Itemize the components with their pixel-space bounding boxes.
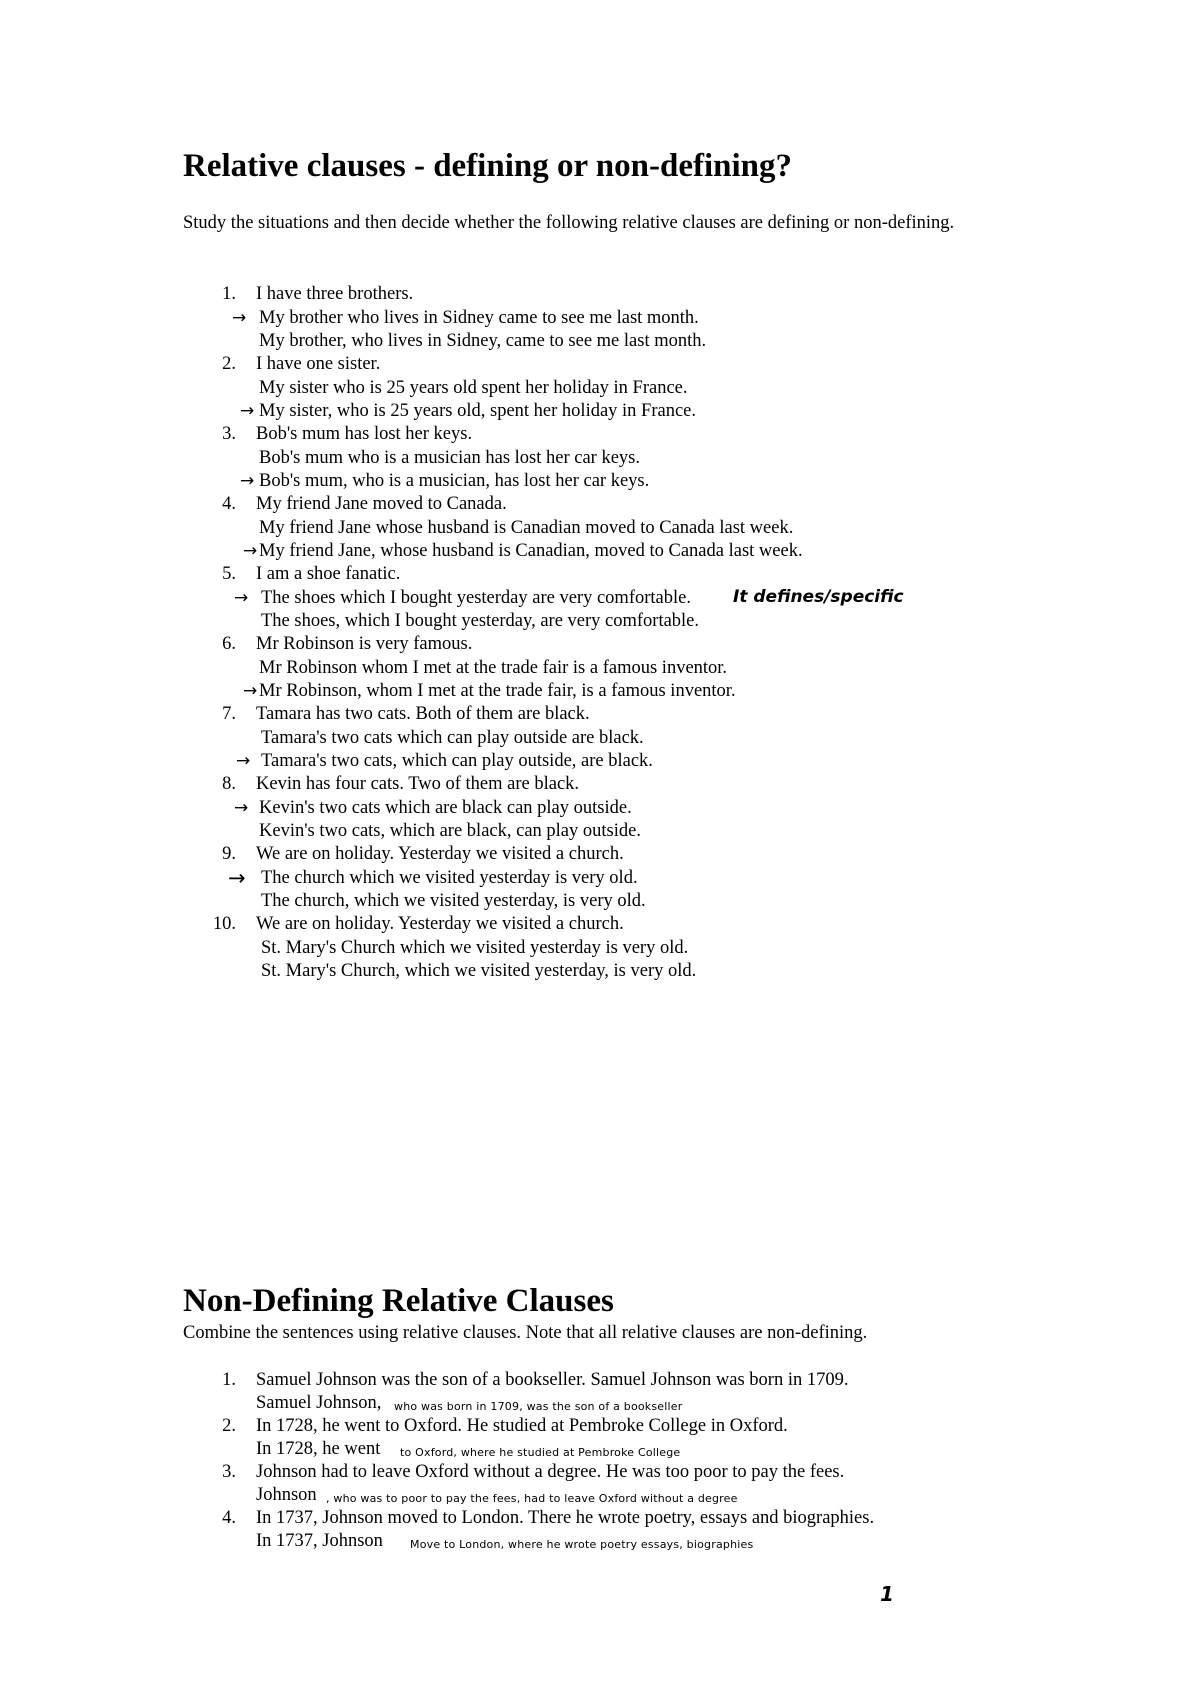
- handwritten-note: It defines/specific: [733, 587, 904, 607]
- section2-title: Non-Defining Relative Clauses: [183, 1283, 614, 1319]
- item-situation: Mr Robinson is very famous.: [256, 634, 473, 654]
- page-number: 1: [880, 1582, 894, 1606]
- item-situation: I am a shoe fanatic.: [256, 564, 401, 584]
- item-number: 4.: [222, 1508, 236, 1528]
- sentence-start: In 1728, he went: [256, 1439, 381, 1459]
- option-a: The shoes which I bought yesterday are very comfortable.: [261, 588, 691, 608]
- arrow-mark-icon: →: [236, 751, 251, 771]
- item-situation: Bob's mum has lost her keys.: [256, 424, 473, 444]
- item-prompt: Johnson had to leave Oxford without a degree. He was too poor to pay the fees.: [256, 1462, 845, 1482]
- handwritten-answer: who was born in 1709, was the son of a bookseller: [394, 1400, 683, 1413]
- item-number: 5.: [222, 564, 236, 584]
- arrow-mark-icon: →: [232, 308, 247, 328]
- handwritten-answer: to Oxford, where he studied at Pembroke College: [400, 1446, 681, 1459]
- item-situation: My friend Jane moved to Canada.: [256, 494, 507, 514]
- option-a: My sister who is 25 years old spent her holiday in France.: [259, 378, 688, 398]
- option-b: Tamara's two cats, which can play outside, are black.: [261, 751, 653, 771]
- sentence-start: Johnson: [256, 1485, 317, 1505]
- option-b: My sister, who is 25 years old, spent her holiday in France.: [259, 401, 697, 421]
- item-number: 6.: [222, 634, 236, 654]
- section1-title: Relative clauses - defining or non-defining?: [183, 148, 793, 184]
- option-b: The church, which we visited yesterday, is very old.: [261, 891, 646, 911]
- option-b: The shoes, which I bought yesterday, are very comfortable.: [261, 611, 700, 631]
- item-number: 3.: [222, 424, 236, 444]
- arrow-mark-icon: →: [234, 798, 249, 818]
- option-a: Tamara's two cats which can play outside are black.: [261, 728, 644, 748]
- option-a: The church which we visited yesterday is very old.: [261, 868, 638, 888]
- section1-instructions: Study the situations and then decide whether the following relative clauses are defining or non-defining.: [183, 213, 955, 233]
- option-b: My brother, who lives in Sidney, came to see me last month.: [259, 331, 707, 351]
- option-a: Bob's mum who is a musician has lost her car keys.: [259, 448, 640, 468]
- handwritten-answer: Move to London, where he wrote poetry essays, biographies: [410, 1538, 754, 1551]
- item-number: 7.: [222, 704, 236, 724]
- arrow-mark-icon: →: [243, 541, 258, 561]
- item-prompt: In 1737, Johnson moved to London. There he wrote poetry, essays and biographies.: [256, 1508, 875, 1528]
- arrow-mark-icon: →: [234, 588, 249, 608]
- option-b: St. Mary's Church, which we visited yesterday, is very old.: [261, 961, 697, 981]
- arrow-mark-icon: →: [240, 471, 255, 491]
- item-number: 8.: [222, 774, 236, 794]
- item-situation: I have one sister.: [256, 354, 381, 374]
- option-b: Mr Robinson, whom I met at the trade fair, is a famous inventor.: [259, 681, 736, 701]
- item-situation: We are on holiday. Yesterday we visited a church.: [256, 844, 624, 864]
- sentence-start: In 1737, Johnson: [256, 1531, 383, 1551]
- item-prompt: In 1728, he went to Oxford. He studied at Pembroke College in Oxford.: [256, 1416, 788, 1436]
- item-prompt: Samuel Johnson was the son of a bookseller. Samuel Johnson was born in 1709.: [256, 1370, 849, 1390]
- item-number: 4.: [222, 494, 236, 514]
- option-a: My brother who lives in Sidney came to see me last month.: [259, 308, 699, 328]
- item-number: 3.: [222, 1462, 236, 1482]
- item-number: 2.: [222, 354, 236, 374]
- section2-instructions: Combine the sentences using relative clauses. Note that all relative clauses are non-defining.: [183, 1323, 868, 1343]
- item-number: 10.: [212, 914, 236, 934]
- item-situation: Tamara has two cats. Both of them are black.: [256, 704, 590, 724]
- item-number: 1.: [222, 284, 236, 304]
- sentence-start: Samuel Johnson,: [256, 1393, 382, 1413]
- arrow-mark-icon: →: [228, 866, 246, 890]
- item-situation: Kevin has four cats. Two of them are black.: [256, 774, 580, 794]
- item-situation: We are on holiday. Yesterday we visited a church.: [256, 914, 624, 934]
- item-number: 2.: [222, 1416, 236, 1436]
- option-a: Kevin's two cats which are black can play outside.: [259, 798, 632, 818]
- arrow-mark-icon: →: [243, 681, 258, 701]
- option-b: Kevin's two cats, which are black, can play outside.: [259, 821, 641, 841]
- option-b: Bob's mum, who is a musician, has lost her car keys.: [259, 471, 650, 491]
- item-number: 1.: [222, 1370, 236, 1390]
- option-a: Mr Robinson whom I met at the trade fair is a famous inventor.: [259, 658, 728, 678]
- option-a: St. Mary's Church which we visited yesterday is very old.: [261, 938, 689, 958]
- handwritten-answer: , who was to poor to pay the fees, had to leave Oxford without a degree: [326, 1492, 738, 1505]
- option-a: My friend Jane whose husband is Canadian moved to Canada last week.: [259, 518, 794, 538]
- arrow-mark-icon: →: [240, 401, 255, 421]
- option-b: My friend Jane, whose husband is Canadian, moved to Canada last week.: [259, 541, 803, 561]
- item-number: 9.: [222, 844, 236, 864]
- item-situation: I have three brothers.: [256, 284, 414, 304]
